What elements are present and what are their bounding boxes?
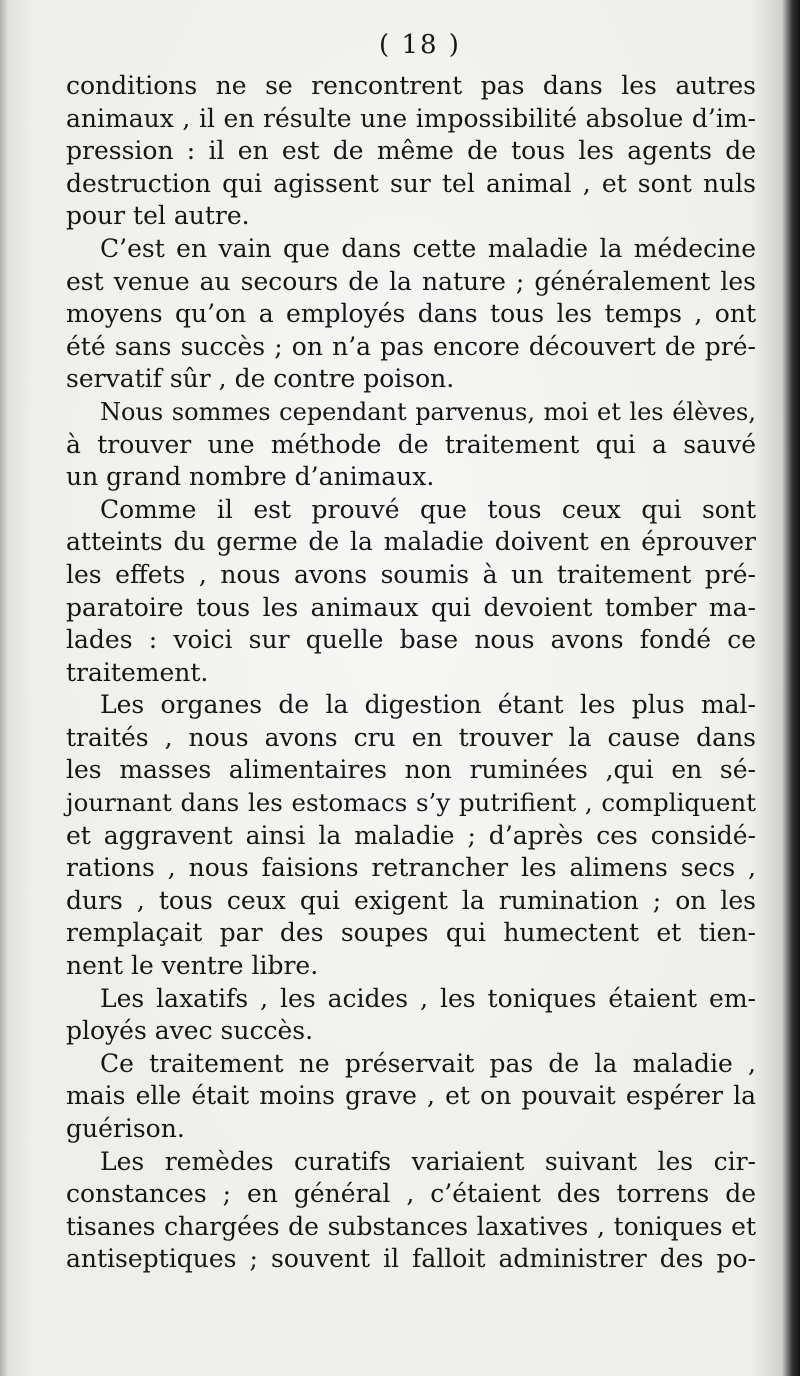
text-line: Les organes de la digestion étant les plus mal- bbox=[100, 690, 756, 720]
text-line: paratoire tous les animaux qui devoient tomber ma- bbox=[66, 592, 756, 622]
text-line: constances ; en général , c’étaient des torrens de bbox=[66, 1179, 756, 1209]
text-line: atteints du germe de la maladie doivent en éprouver bbox=[66, 527, 756, 557]
text-line: animaux , il en résulte une impossibilité absolue d’im- bbox=[66, 103, 756, 133]
page-number: ( 18 ) bbox=[379, 30, 461, 60]
page-left-shadow bbox=[0, 0, 8, 1376]
text-line: été sans succès ; on n’a pas encore découvert de pré- bbox=[66, 331, 756, 361]
text-line: antiseptiques ; souvent il falloit administrer des po- bbox=[66, 1244, 756, 1274]
text-line: et aggravent ainsi la maladie ; d’après ces considé- bbox=[66, 820, 756, 850]
text-line: servatif sûr , de contre poison. bbox=[66, 364, 455, 394]
text-line: tisanes chargées de substances laxatives , toniques et bbox=[66, 1211, 756, 1241]
page-gutter-shadow bbox=[782, 0, 800, 1376]
text-line: un grand nombre d’animaux. bbox=[66, 462, 435, 492]
text-line: Ce traitement ne préservait pas de la maladie , bbox=[100, 1048, 756, 1078]
text-line: pression : il en est de même de tous les agents de bbox=[66, 136, 756, 166]
text-line: remplaçait par des soupes qui humectent et tien- bbox=[66, 918, 756, 948]
text-line: rations , nous faisions retrancher les alimens secs , bbox=[66, 853, 756, 883]
text-line: les effets , nous avons soumis à un traitement pré- bbox=[66, 559, 756, 589]
text-line: guérison. bbox=[66, 1114, 185, 1143]
text-line: Les laxatifs , les acides , les toniques étaient em- bbox=[100, 983, 756, 1013]
text-line: traitement. bbox=[66, 657, 209, 687]
text-line: mais elle était moins grave , et on pouvait espérer la bbox=[66, 1081, 756, 1111]
text-line: Les remèdes curatifs variaient suivant les cir- bbox=[100, 1146, 756, 1176]
text-line: à trouver une méthode de traitement qui a sauvé bbox=[66, 429, 756, 459]
text-line: moyens qu’on a employés dans tous les temps , ont bbox=[66, 299, 756, 329]
text-line: pour tel autre. bbox=[66, 201, 250, 231]
text-line: traités , nous avons cru en trouver la cause dans bbox=[66, 722, 756, 752]
text-line: lades : voici sur quelle base nous avons fondé ce bbox=[66, 625, 756, 655]
text-line: destruction qui agissent sur tel animal , et sont nuls bbox=[66, 168, 756, 198]
text-line: ployés avec succès. bbox=[66, 1016, 314, 1046]
text-line: durs , tous ceux qui exigent la rumination ; on les bbox=[66, 885, 756, 915]
text-line: Nous sommes cependant parvenus, moi et les élèves, bbox=[100, 397, 756, 426]
text-line: journant dans les estomacs s’y putrifient , compliquent bbox=[66, 788, 756, 818]
text-line: conditions ne se rencontrent pas dans les autres bbox=[66, 71, 756, 100]
body-text bbox=[66, 70, 756, 1276]
text-line: les masses alimentaires non ruminées ,qui en sé- bbox=[66, 755, 756, 785]
text-line: C’est en vain que dans cette maladie la médecine bbox=[100, 233, 756, 263]
text-line: Comme il est prouvé que tous ceux qui sont bbox=[100, 494, 756, 524]
text-line: nent le ventre libre. bbox=[66, 951, 319, 981]
text-line: est venue au secours de la nature ; généralement les bbox=[66, 266, 756, 296]
